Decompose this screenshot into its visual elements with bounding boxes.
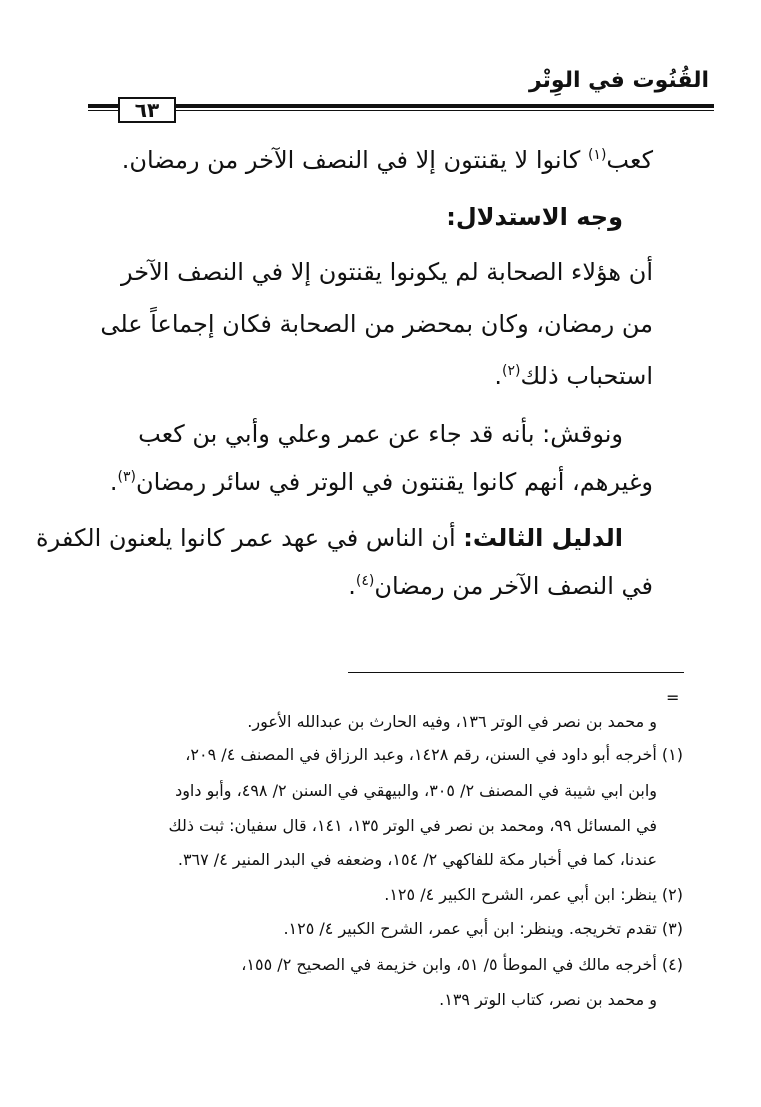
footnote-4-line-1: (٤) أخرجه مالك في الموطأ ٥/ ٥١، وابن خزيمة في الصحيح ٢/ ١٥٥، — [241, 955, 683, 974]
footnote-4-line-2: و محمد بن نصر، كتاب الوتر ١٣٩. — [439, 990, 657, 1009]
para2-line1: ونوقش: بأنه قد جاء عن عمر وعلي وأبي بن كعب — [138, 420, 623, 448]
body-text: أن الناس في عهد عمر كانوا يلعنون الكفرة — [36, 524, 464, 552]
footnote-2: (٢) ينظر: ابن أبي عمر، الشرح الكبير ٤/ ١٢٥. — [384, 885, 683, 904]
body-line-1 — [122, 146, 653, 174]
para3-line1 — [36, 524, 623, 552]
para3-line2 — [348, 572, 653, 600]
body-text: . — [494, 362, 503, 390]
footnote-1-line-1: (١) أخرجه أبو داود في السنن، رقم ١٤٢٨، وعبد الرزاق في المصنف ٤/ ٢٠٩، — [185, 745, 683, 764]
section-heading: وجه الاستدلال: — [446, 203, 623, 231]
footnote-1-line-3: في المسائل ٩٩، ومحمد بن نصر في الوتر ١٣٥، ١٤١، قال سفيان: ثبت ذلك — [168, 816, 657, 835]
header-rule-thin — [88, 110, 714, 112]
footnote-ref: (٢) — [502, 363, 521, 379]
para2-line2 — [110, 468, 653, 496]
footnote-continuation: و محمد بن نصر في الوتر ١٣٦، وفيه الحارث بن عبدالله الأعور. — [247, 712, 657, 731]
para1-line1: أن هؤلاء الصحابة لم يكونوا يقنتون إلا في النصف الآخر — [121, 258, 653, 286]
para3-lead: الدليل الثالث: — [463, 524, 623, 552]
body-text: كانوا لا يقنتون إلا في النصف الآخر من رمضان. — [121, 146, 588, 174]
body-text: . — [109, 468, 118, 496]
para1-line2: من رمضان، وكان بمحضر من الصحابة فكان إجماعاً على — [100, 310, 653, 338]
footnote-1-line-4: عندنا، كما في أخبار مكة للفاكهي ٢/ ١٥٤، وضعفه في البدر المنير ٤/ ٣٦٧. — [177, 850, 657, 869]
continuation-marker: = — [666, 688, 680, 707]
body-text: وغيرهم، أنهم كانوا يقنتون في الوتر في سائر رمضان — [135, 468, 653, 496]
body-text: استحباب ذلك — [520, 362, 653, 390]
footnote-separator — [348, 672, 684, 673]
footnote-1-line-2: وابن ابي شيبة في المصنف ٢/ ٣٠٥، والبيهقي في السنن ٢/ ٤٩٨، وأبو داود — [175, 781, 657, 800]
body-text: في النصف الآخر من رمضان — [374, 572, 653, 600]
body-text: كعب — [606, 146, 653, 174]
header-rule — [88, 104, 714, 108]
running-title: القُنُوت في الوِتْر — [528, 68, 709, 93]
footnote-ref: (١) — [587, 147, 607, 163]
footnote-ref: (٣) — [117, 469, 136, 485]
page-number: ٦٣ — [118, 97, 176, 123]
footnote-3: (٣) تقدم تخريجه. وينظر: ابن أبي عمر، الشرح الكبير ٤/ ١٢٥. — [283, 919, 683, 938]
para1-line3 — [494, 362, 653, 390]
body-text: . — [348, 572, 356, 600]
footnote-ref: (٤) — [355, 573, 375, 589]
